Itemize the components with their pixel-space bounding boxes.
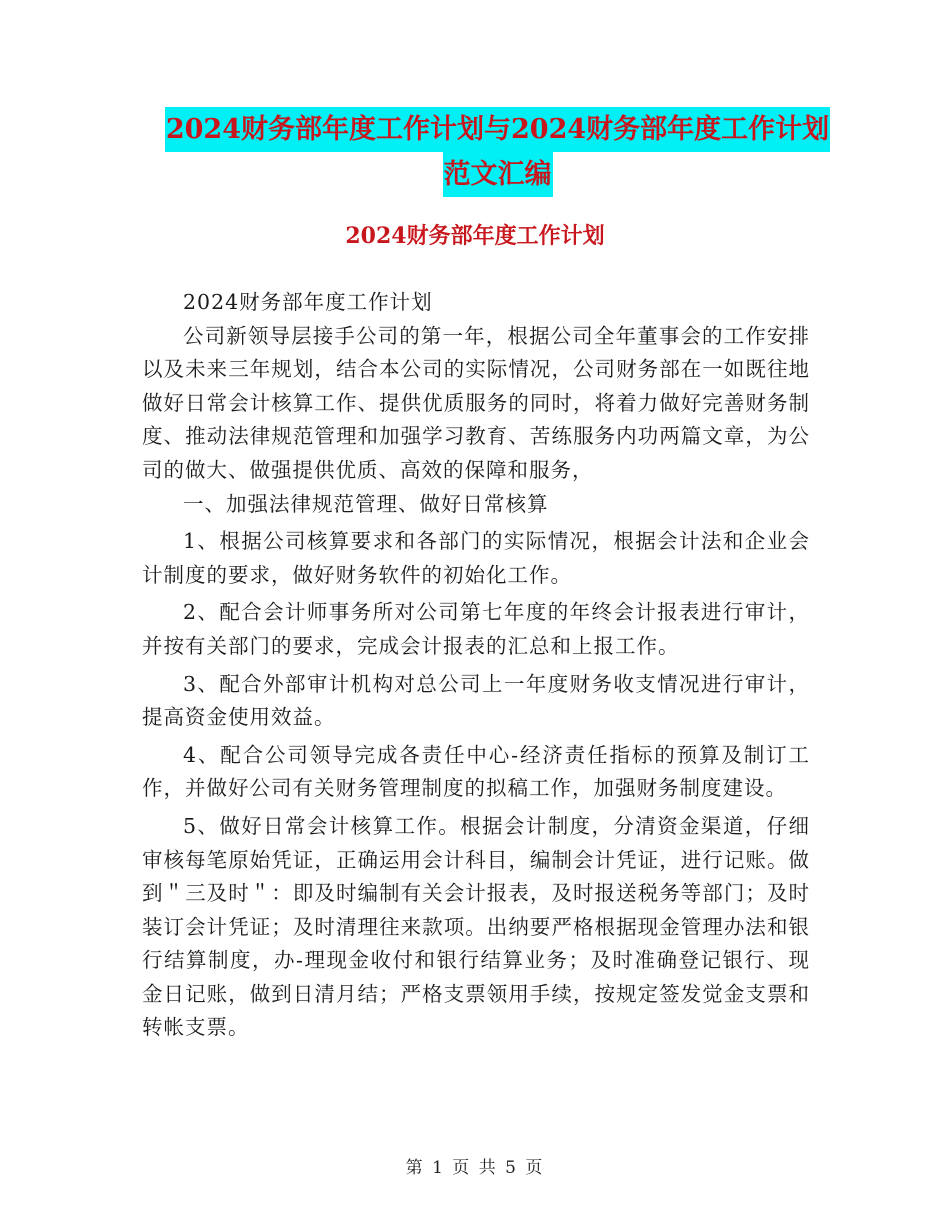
paragraph: 1、根据公司核算要求和各部门的实际情况，根据会计法和企业会计制度的要求，做好财务软件的初始化工作。 bbox=[142, 529, 810, 587]
paragraph-heading: 一、加强法律规范管理、做好日常核算 bbox=[183, 491, 549, 516]
paragraph: 2024财务部年度工作计划 bbox=[183, 290, 433, 314]
paragraph: 3、配合外部审计机构对总公司上一年度财务收支情况进行审计，提高资金使用效益。 bbox=[142, 671, 810, 730]
page-footer: 第 1 页 共 5 页 bbox=[405, 1158, 545, 1178]
document-title-line-2: 范文汇编 bbox=[443, 152, 553, 197]
document-body bbox=[142, 286, 810, 1045]
document-title bbox=[140, 107, 855, 197]
paragraph: 5、做好日常会计核算工作。根据会计制度，分清资金渠道，仔细审核每笔原始凭证，正确运用会计科目，编制会计凭证，进行记账。做到＂三及时＂：即及时编制有关会计报表，及时报送税务等部门；及时装订会计凭证；及时清理往来款项。出纳要严格根据现金管理办法和银行结算制度，办-理现金收付和银行结算业务；及时准确登记银行、现金日记账，做到日清月结；严格支票领用手续，按规定签发觉金支票和转帐支票。 bbox=[142, 813, 810, 1040]
paragraph: 4、配合公司领导完成各责任中心-经济责任指标的预算及制订工作，并做好公司有关财务管理制度的拟稿工作，加强财务制度建设。 bbox=[142, 742, 810, 801]
paragraph: 公司新领导层接手公司的第一年，根据公司全年董事会的工作安排以及未来三年规划，结合本公司的实际情况，公司财务部在一如既往地做好日常会计核算工作、提供优质服务的同时，将着力做好完善财务制度、推动法律规范管理和加强学习教育、苦练服务内功两篇文章，为公司的做大、做强提供优质、高效的保障和服务， bbox=[142, 323, 810, 482]
paragraph: 2、配合会计师事务所对公司第七年度的年终会计报表进行审计，并按有关部门的要求，完成会计报表的汇总和上报工作。 bbox=[142, 600, 810, 658]
document-title-line-1: 2024财务部年度工作计划与2024财务部年度工作计划 bbox=[165, 107, 830, 152]
section-title: 2024财务部年度工作计划 bbox=[345, 223, 605, 249]
